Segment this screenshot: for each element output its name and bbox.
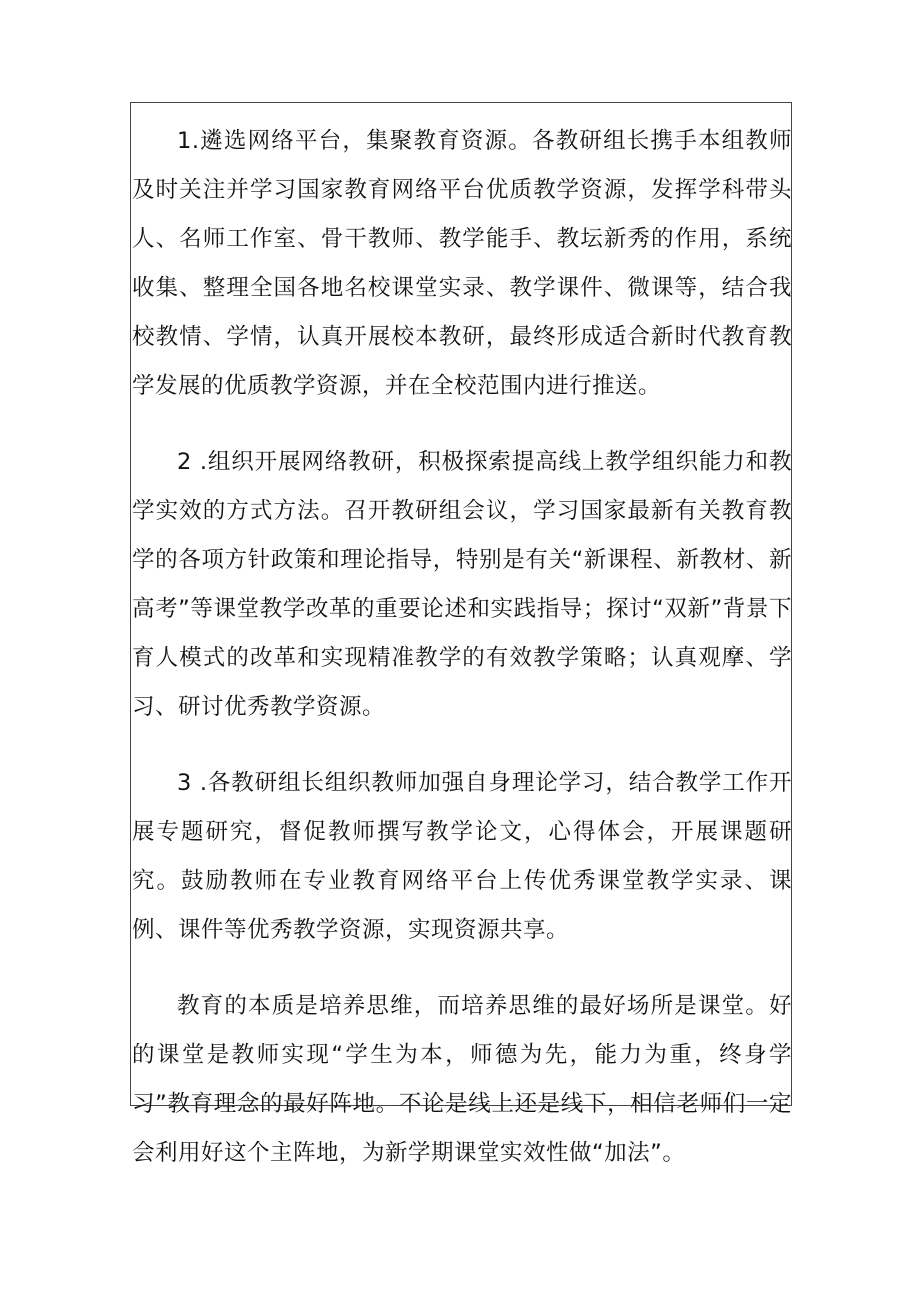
paragraph-item-3: 3 .各教研组长组织教师加强自身理论学习，结合教学工作开展专题研究，督促教师撰写教学论文，心得体会，开展课题研究。鼓励教师在专业教育网络平台上传优秀课堂教学实录、课例、课件等优秀教学资源，实现资源共享。	[132, 770, 792, 943]
paragraph-item-2: 2 .组织开展网络教研，积极探索提高线上教学组织能力和教学实效的方式方法。召开教研组会议，学习国家最新有关教育教学的各项方针政策和理论指导，特别是有关“新课程、新教材、新高考”等课堂教学改革的重要论述和实践指导；探讨“双新”背景下育人模式的改革和实现精准教学的有效教学策略；认真观摩、学习、研讨优秀教学资源。	[132, 449, 792, 720]
paragraph-conclusion: 教育的本质是培养思维，而培养思维的最好场所是课堂。好的课堂是教师实现“学生为本，师德为先，能力为重，终身学习”教育理念的最好阵地。不论是线上还是线下，相信老师们一定会利用好这个主阵地，为新学期课堂实效性做“加法”。	[132, 993, 792, 1166]
document-body	[132, 117, 792, 1178]
content-frame	[130, 102, 792, 1166]
paragraph-item-1: 1.遴选网络平台，集聚教育资源。各教研组长携手本组教师及时关注并学习国家教育网络平台优质教学资源，发挥学科带头人、名师工作室、骨干教师、教学能手、教坛新秀的作用，系统收集、整理全国各地名校课堂实录、教学课件、微课等，结合我校教情、学情，认真开展校本教研，最终形成适合新时代教育教学发展的优质教学资源，并在全校范围内进行推送。	[132, 128, 792, 399]
